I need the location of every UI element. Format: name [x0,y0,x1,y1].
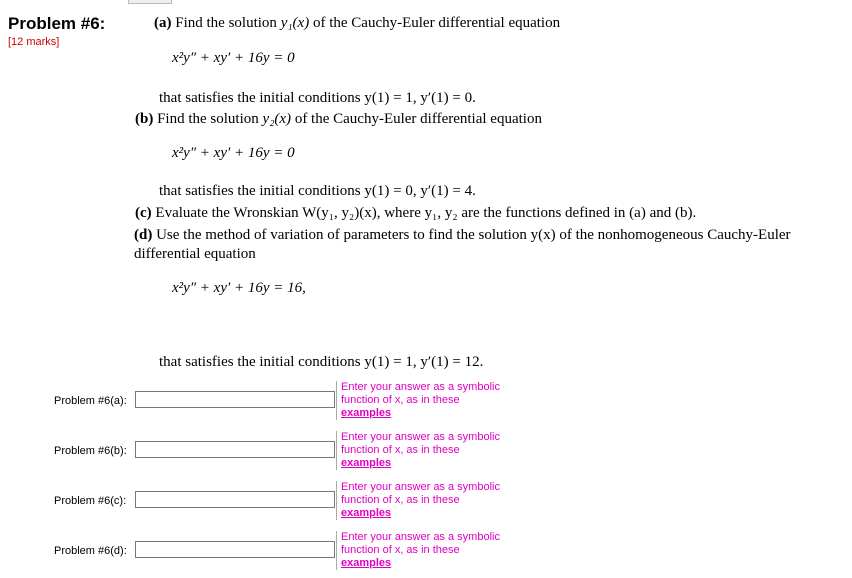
part-b-func: y₂(x) [262,111,292,127]
answer-input-c[interactable] [135,491,335,508]
part-b-statement [135,111,542,128]
part-b-text2: of the Cauchy-Euler differential equation [294,111,542,127]
answer-hint-b [336,431,531,470]
problem-header [8,14,105,34]
top-tab-edge [128,0,172,4]
answer-label-c: Problem #6(c): [54,495,127,507]
part-b-label: (b) [135,111,154,127]
part-d-equation: x²y″ + xy′ + 16y = 16, [172,280,306,296]
examples-link-a[interactable]: examples [341,407,392,419]
answer-hint-d [336,531,531,570]
answer-hint-text-b: Enter your answer as a symbolic function of x, as in these [341,431,500,456]
answer-hint-a [336,381,531,420]
answer-label-a: Problem #6(a): [54,395,127,407]
part-a-func: y₁(x) [280,15,310,31]
part-c-label: (c) [135,205,152,221]
part-b-initial-conditions: that satisfies the initial conditions y(1) = 0, y′(1) = 4. [159,183,476,199]
part-b-text: Find the solution [157,111,259,127]
answer-hint-text-a: Enter your answer as a symbolic function of x, as in these [341,381,500,406]
examples-link-c[interactable]: examples [341,507,392,519]
part-a-statement [154,15,560,32]
part-a-text: Find the solution [175,15,277,31]
problem-title: Problem #6: [8,14,106,33]
part-a-equation: x²y″ + xy′ + 16y = 0 [172,50,295,66]
answer-input-a[interactable] [135,391,335,408]
part-a-initial-conditions: that satisfies the initial conditions y(1) = 1, y′(1) = 0. [159,90,476,106]
answer-label-b: Problem #6(b): [54,445,127,457]
answer-input-b[interactable] [135,441,335,458]
part-a-text2: of the Cauchy-Euler differential equation [312,15,561,31]
part-d-statement [134,226,840,264]
problem-marks: [12 marks] [8,36,60,48]
examples-link-d[interactable]: examples [341,557,392,569]
part-d-initial-conditions: that satisfies the initial conditions y(1) = 1, y′(1) = 12. [159,354,484,370]
part-b-equation: x²y″ + xy′ + 16y = 0 [172,145,295,161]
examples-link-b[interactable]: examples [341,457,392,469]
part-a-label: (a) [154,15,172,31]
part-c-text: Evaluate the Wronskian W(y₁, y₂)(x), where y₁, y₂ are the functions defined in (a) and (b). [155,205,697,221]
answer-hint-text-c: Enter your answer as a symbolic function of x, as in these [341,481,500,506]
answer-hint-c [336,481,531,520]
part-c-statement [135,205,696,222]
answer-hint-text-d: Enter your answer as a symbolic function of x, as in these [341,531,500,556]
part-d-text: Use the method of variation of parameters to find the solution y(x) of the nonhomogeneous Cauchy-Euler differential equation [134,227,791,262]
part-d-label: (d) [134,227,153,243]
answer-input-d[interactable] [135,541,335,558]
answer-label-d: Problem #6(d): [54,545,127,557]
